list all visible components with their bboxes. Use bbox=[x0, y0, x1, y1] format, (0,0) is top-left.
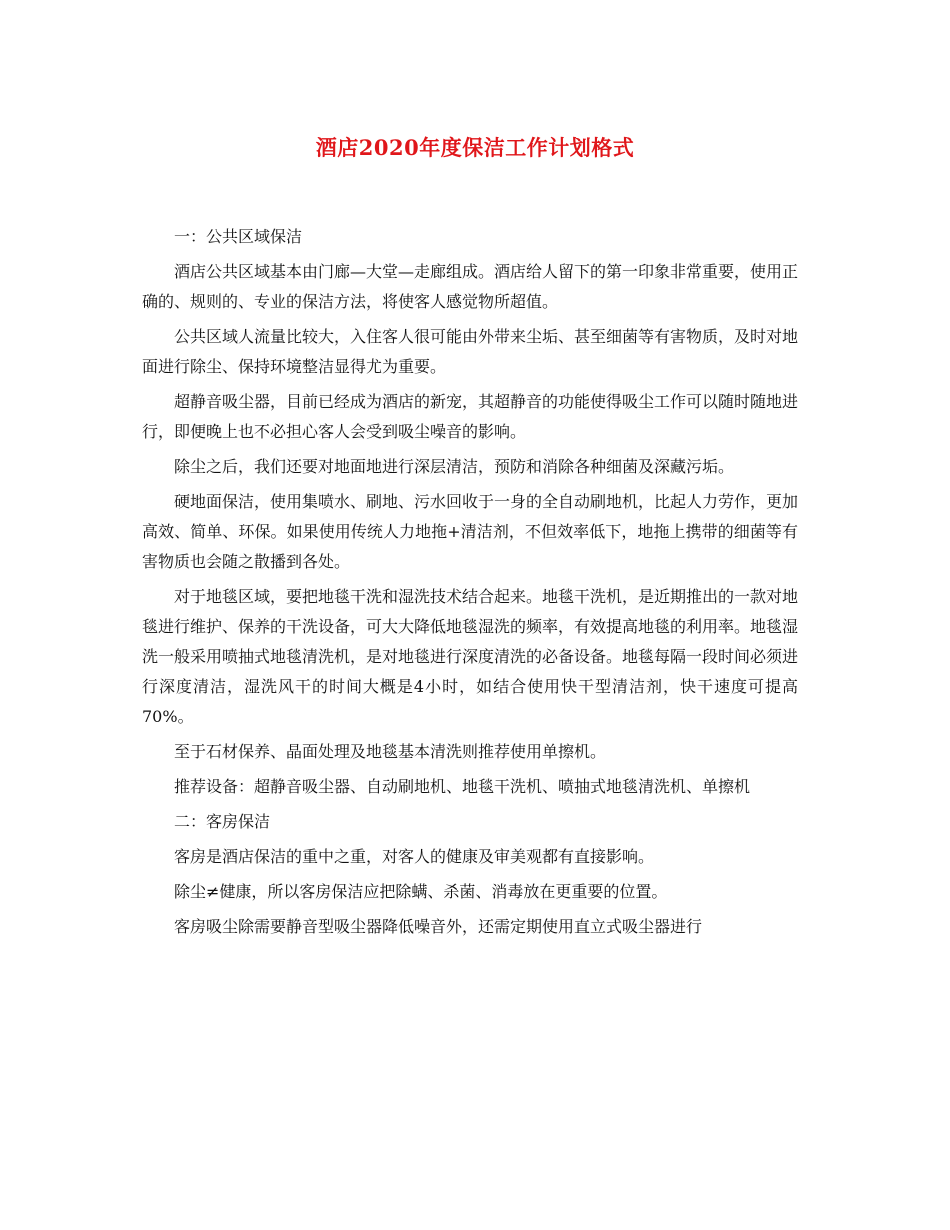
paragraph: 除尘≠健康，所以客房保洁应把除螨、杀菌、消毒放在更重要的位置。 bbox=[174, 882, 668, 901]
paragraph: 客房吸尘除需要静音型吸尘器降低噪音外，还需定期使用直立式吸尘器进行 bbox=[174, 917, 703, 936]
paragraph: 公共区域人流量比较大，入住客人很可能由外带来尘垢、甚至细菌等有害物质，及时对地面进行除尘、保持环境整洁显得尤为重要。 bbox=[142, 327, 799, 376]
paragraph: 酒店公共区域基本由门廊—大堂—走廊组成。酒店给人留下的第一印象非常重要，使用正确的、规则的、专业的保洁方法，将使客人感觉物所超值。 bbox=[142, 262, 799, 311]
paragraph: 推荐设备：超静音吸尘器、自动刷地机、地毯干洗机、喷抽式地毯清洗机、单擦机 bbox=[174, 777, 751, 796]
paragraph: 对于地毯区域，要把地毯干洗和湿洗技术结合起来。地毯干洗机，是近期推出的一款对地毯进行维护、保养的干洗设备，可大大降低地毯湿洗的频率，有效提高地毯的利用率。地毯湿洗一般采用喷抽式地毯清洗机，是对地毯进行深度清洗的必备设备。地毯每隔一段时间必须进行深度清洁，湿洗风干的时间大概是4小时，如结合使用快干型清洁剂，快干速度可提高70%。 bbox=[142, 587, 799, 726]
paragraph: 超静音吸尘器，目前已经成为酒店的新宠，其超静音的功能使得吸尘工作可以随时随地进行，即便晚上也不必担心客人会受到吸尘噪音的影响。 bbox=[142, 392, 799, 441]
document-title: 酒店2020年度保洁工作计划格式 bbox=[315, 135, 635, 160]
paragraph: 至于石材保养、晶面处理及地毯基本清洗则推荐使用单擦机。 bbox=[174, 742, 607, 761]
section-heading-public-area: 一：公共区域保洁 bbox=[174, 227, 303, 246]
paragraph: 硬地面保洁，使用集喷水、刷地、污水回收于一身的全自动刷地机，比起人力劳作，更加高效、简单、环保。如果使用传统人力地拖+清洁剂，不但效率低下，地拖上携带的细菌等有害物质也会随之散播到各处。 bbox=[142, 492, 799, 571]
paragraph: 客房是酒店保洁的重中之重，对客人的健康及审美观都有直接影响。 bbox=[174, 847, 655, 866]
section-heading-guest-room: 二：客房保洁 bbox=[174, 812, 271, 831]
document-body bbox=[142, 222, 798, 947]
paragraph: 除尘之后，我们还要对地面地进行深层清洁，预防和消除各种细菌及深藏污垢。 bbox=[174, 457, 735, 476]
